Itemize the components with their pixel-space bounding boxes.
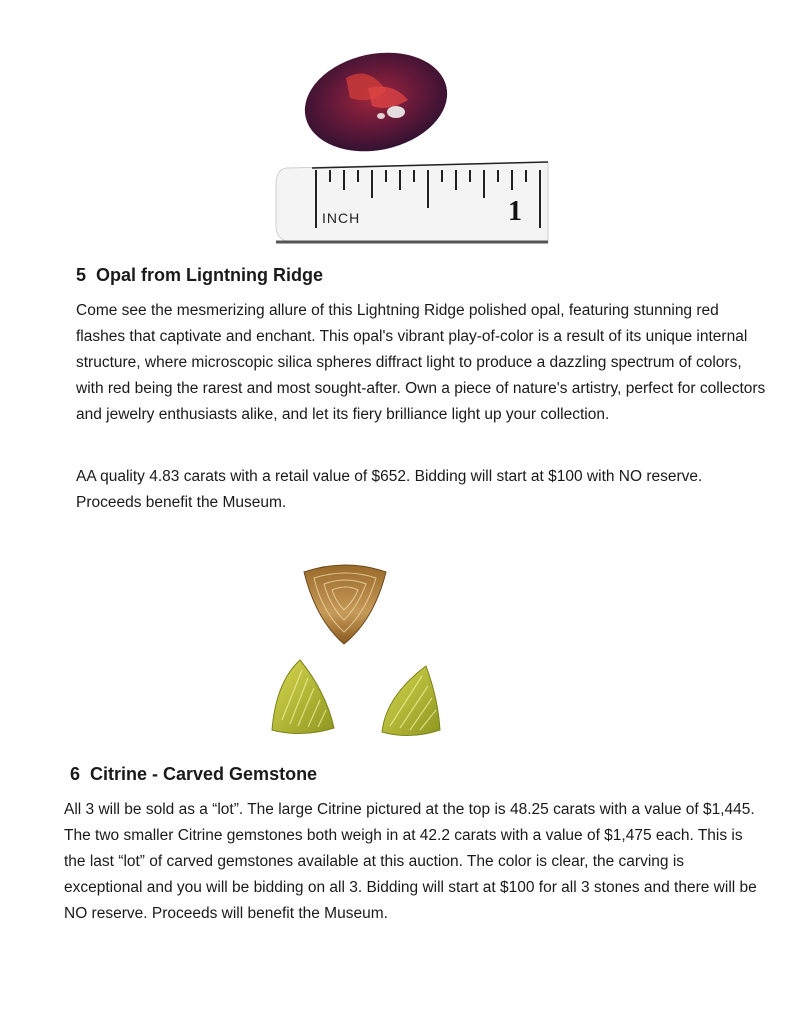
item-6-title-text: Citrine - Carved Gemstone bbox=[90, 764, 318, 784]
item-5-details: AA quality 4.83 carats with a retail value of $652. Bidding will start at $100 with NO reserve. Proceeds benefit the Museum. bbox=[76, 468, 703, 511]
item-6-number: 6 bbox=[70, 764, 81, 784]
citrine-photo bbox=[268, 560, 448, 745]
item-6-title bbox=[70, 764, 317, 785]
item-5-description: Come see the mesmerizing allure of this Lightning Ridge polished opal, featuring stunning red flashes that captivate and enchant. This opal's vibrant play-of-color is a result of its unique internal structure, where microscopic silica spheres diffract light to produce a dazzling spectrum of colors, with red being the rarest and most sought-after. Own a piece of nature's artistry, perfect for collectors and jewelry enthusiasts alike, and let its fiery brilliance light up your collection. bbox=[76, 302, 766, 423]
opal-photo bbox=[268, 50, 550, 255]
item-6-description: All 3 will be sold as a “lot”. The large Citrine pictured at the top is 48.25 carats with a value of $1,445. The two smaller Citrine gemstones both weigh in at 42.2 carats with a value of $1,475 each. This is the last “lot” of carved gemstones available at this auction. The color is clear, the carving is exceptional and you will be bidding on all 3. Bidding will start at $100 for all 3 stones and there will be NO reserve. Proceeds will benefit the Museum. bbox=[64, 801, 757, 922]
item-5-number: 5 bbox=[76, 265, 87, 285]
ruler-number: 1 bbox=[508, 196, 522, 227]
item-5-title bbox=[76, 265, 323, 286]
ruler-inch-label: INCH bbox=[322, 210, 361, 226]
item-5-title-text: Opal from Ligntning Ridge bbox=[96, 265, 323, 285]
